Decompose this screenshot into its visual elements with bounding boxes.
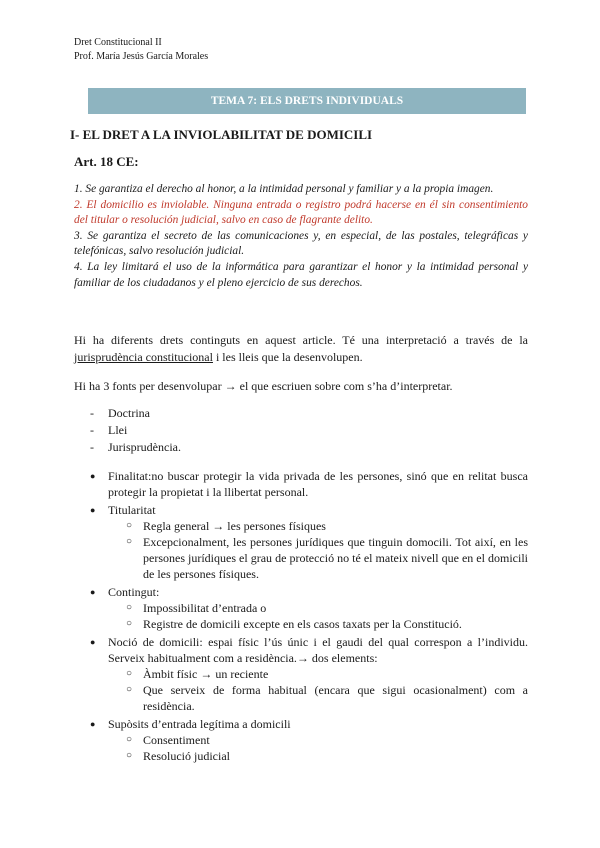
- bullet-dot-icon: ●: [90, 587, 96, 597]
- bullet-dot-icon: ●: [90, 471, 96, 481]
- intro-paragraph: [74, 332, 528, 366]
- page-header: [74, 36, 208, 64]
- article-paragraph-2: 2. El domicilio es inviolable. Ninguna entrada o registro podrá hacerse en él sin consentimiento del titular o resolución judicial, salvo en caso de flagrante delito.: [74, 198, 528, 227]
- article-text: [74, 182, 528, 291]
- intro-text: Hi ha diferents drets continguts en aquest article. Té una interpretació a través de la: [74, 333, 528, 347]
- topic-banner: TEMA 7: ELS DRETS INDIVIDUALS: [88, 88, 526, 114]
- list-item: ● Noció de domicili: espai físic l’ús únic i el gaudi del qual correspon a l’individu. Serveix habitualment com a residència.→ dos elements: ○ Àmbit físic → un reciente ○ Que serveix de forma habitual (encara que sigui ocasionalment) com a residència.: [90, 635, 528, 713]
- sub-list-item: ○ Registre de domicili excepte en els casos taxats per la Constitució.: [126, 617, 462, 631]
- article-title: Art. 18 CE:: [74, 154, 139, 169]
- dash-item: - Doctrina: [90, 406, 150, 420]
- circle-bullet-icon: ○: [126, 536, 133, 547]
- course-name: Dret Constitucional II: [74, 37, 162, 48]
- bullet-dot-icon: ●: [90, 637, 96, 647]
- circle-bullet-icon: ○: [126, 602, 133, 613]
- list-item: ● Finalitat:no buscar protegir la vida privada de les persones, sinó que en relitat busca protegir la propietat i la llibertat personal.: [90, 469, 528, 499]
- professor-name: Prof. María Jesús García Morales: [74, 51, 209, 62]
- sub-list-item: ○ Resolució judicial: [126, 749, 230, 763]
- dash-item: - Jurisprudència.: [90, 440, 181, 454]
- article-paragraph-3: 3. Se garantiza el secreto de las comunicaciones y, en especial, de las postales, telegráficas y telefónicas, salvo resolución judicial.: [74, 229, 528, 258]
- bullet-list: [90, 468, 528, 766]
- circle-bullet-icon: ○: [126, 520, 133, 531]
- intro-underlined-term: jurisprudència constitucional: [74, 350, 213, 364]
- circle-bullet-icon: ○: [126, 734, 133, 745]
- bullet-dot-icon: ●: [90, 719, 96, 729]
- circle-bullet-icon: ○: [126, 618, 133, 629]
- sub-list: [108, 518, 528, 582]
- sub-list-item: ○ Excepcionalment, les persones jurídiques que tinguin domocili. Tot així, en les persones jurídiques el grau de protecció no té el mateix nivell que en el domicili de les persones físiques.: [126, 535, 528, 581]
- article-paragraph-1: 1. Se garantiza el derecho al honor, a la intimidad personal y familiar y a la propia imagen.: [74, 183, 494, 195]
- article-paragraph-4: 4. La ley limitará el uso de la informática para garantizar el honor y la intimidad personal y familiar de los ciudadanos y el pleno ejercicio de sus derechos.: [74, 260, 528, 289]
- list-item: ● Titularitat ○ Regla general → les persones físiques ○ Excepcionalment, les persones jurídiques que tinguin domocili. Tot així, en les persones jurídiques el grau de protecció no té el mateix nivell que en el domicili de les persones físiques.: [90, 503, 528, 581]
- circle-bullet-icon: ○: [126, 750, 133, 761]
- sub-list: [108, 600, 528, 632]
- sub-list-item: ○ Impossibilitat d’entrada o: [126, 601, 267, 615]
- circle-bullet-icon: ○: [126, 684, 133, 695]
- sub-list-item: ○ Consentiment: [126, 733, 210, 747]
- list-item: ● Supòsits d’entrada legítima a domicili ○ Consentiment ○ Resolució judicial: [90, 716, 528, 764]
- bullet-dot-icon: ●: [90, 505, 96, 515]
- section-title: I- EL DRET A LA INVIOLABILITAT DE DOMICILI: [70, 127, 373, 142]
- list-item: ● Contingut: ○ Impossibilitat d’entrada o ○ Registre de domicili excepte en els casos taxats per la Constitució.: [90, 584, 528, 632]
- intro-text-end: i les lleis que la desenvolupen.: [212, 350, 363, 364]
- sources-line: Hi ha 3 fonts per desenvolupar → el que escriuen sobre com s’ha d’interpretar.: [74, 379, 453, 393]
- sub-list-item: ○ Àmbit físic → un reciente: [126, 667, 269, 681]
- sub-list-item: ○ Regla general → les persones físiques: [126, 519, 326, 533]
- sub-list: [108, 732, 528, 764]
- dash-item: - Llei: [90, 423, 128, 437]
- sub-list-item: ○ Que serveix de forma habitual (encara que sigui ocasionalment) com a residència.: [126, 683, 528, 713]
- sub-list: [108, 666, 528, 714]
- circle-bullet-icon: ○: [126, 668, 133, 679]
